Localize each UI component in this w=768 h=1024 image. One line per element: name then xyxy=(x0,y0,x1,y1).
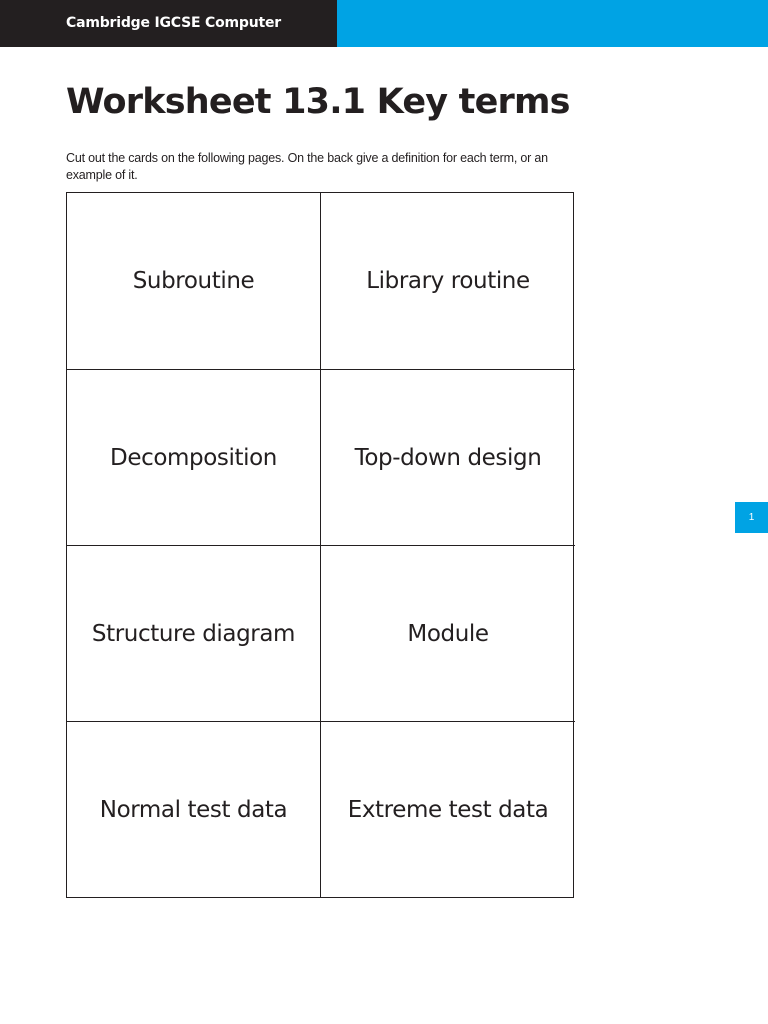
page-title: Worksheet 13.1 Key terms xyxy=(66,82,570,122)
key-term-card: Extreme test data xyxy=(347,797,549,823)
key-term-card: Module xyxy=(321,546,575,722)
key-term-card: Library routine xyxy=(321,193,575,370)
page-number-tab: 1 xyxy=(735,502,768,533)
key-term-card: Top-down design xyxy=(321,370,575,546)
key-terms-card-grid xyxy=(66,192,574,898)
key-term-card: Structure diagram xyxy=(67,546,321,722)
header-accent-bar xyxy=(337,0,768,47)
key-term-card: Decomposition xyxy=(67,370,321,546)
key-term-card: Normal test data xyxy=(67,722,321,898)
header-book-title: Cambridge IGCSE Computer Science xyxy=(0,0,337,47)
instructions-text: Cut out the cards on the following pages. On the back give a definition for each term, or an example of it. xyxy=(66,151,548,182)
key-term-card: Subroutine xyxy=(67,193,321,370)
